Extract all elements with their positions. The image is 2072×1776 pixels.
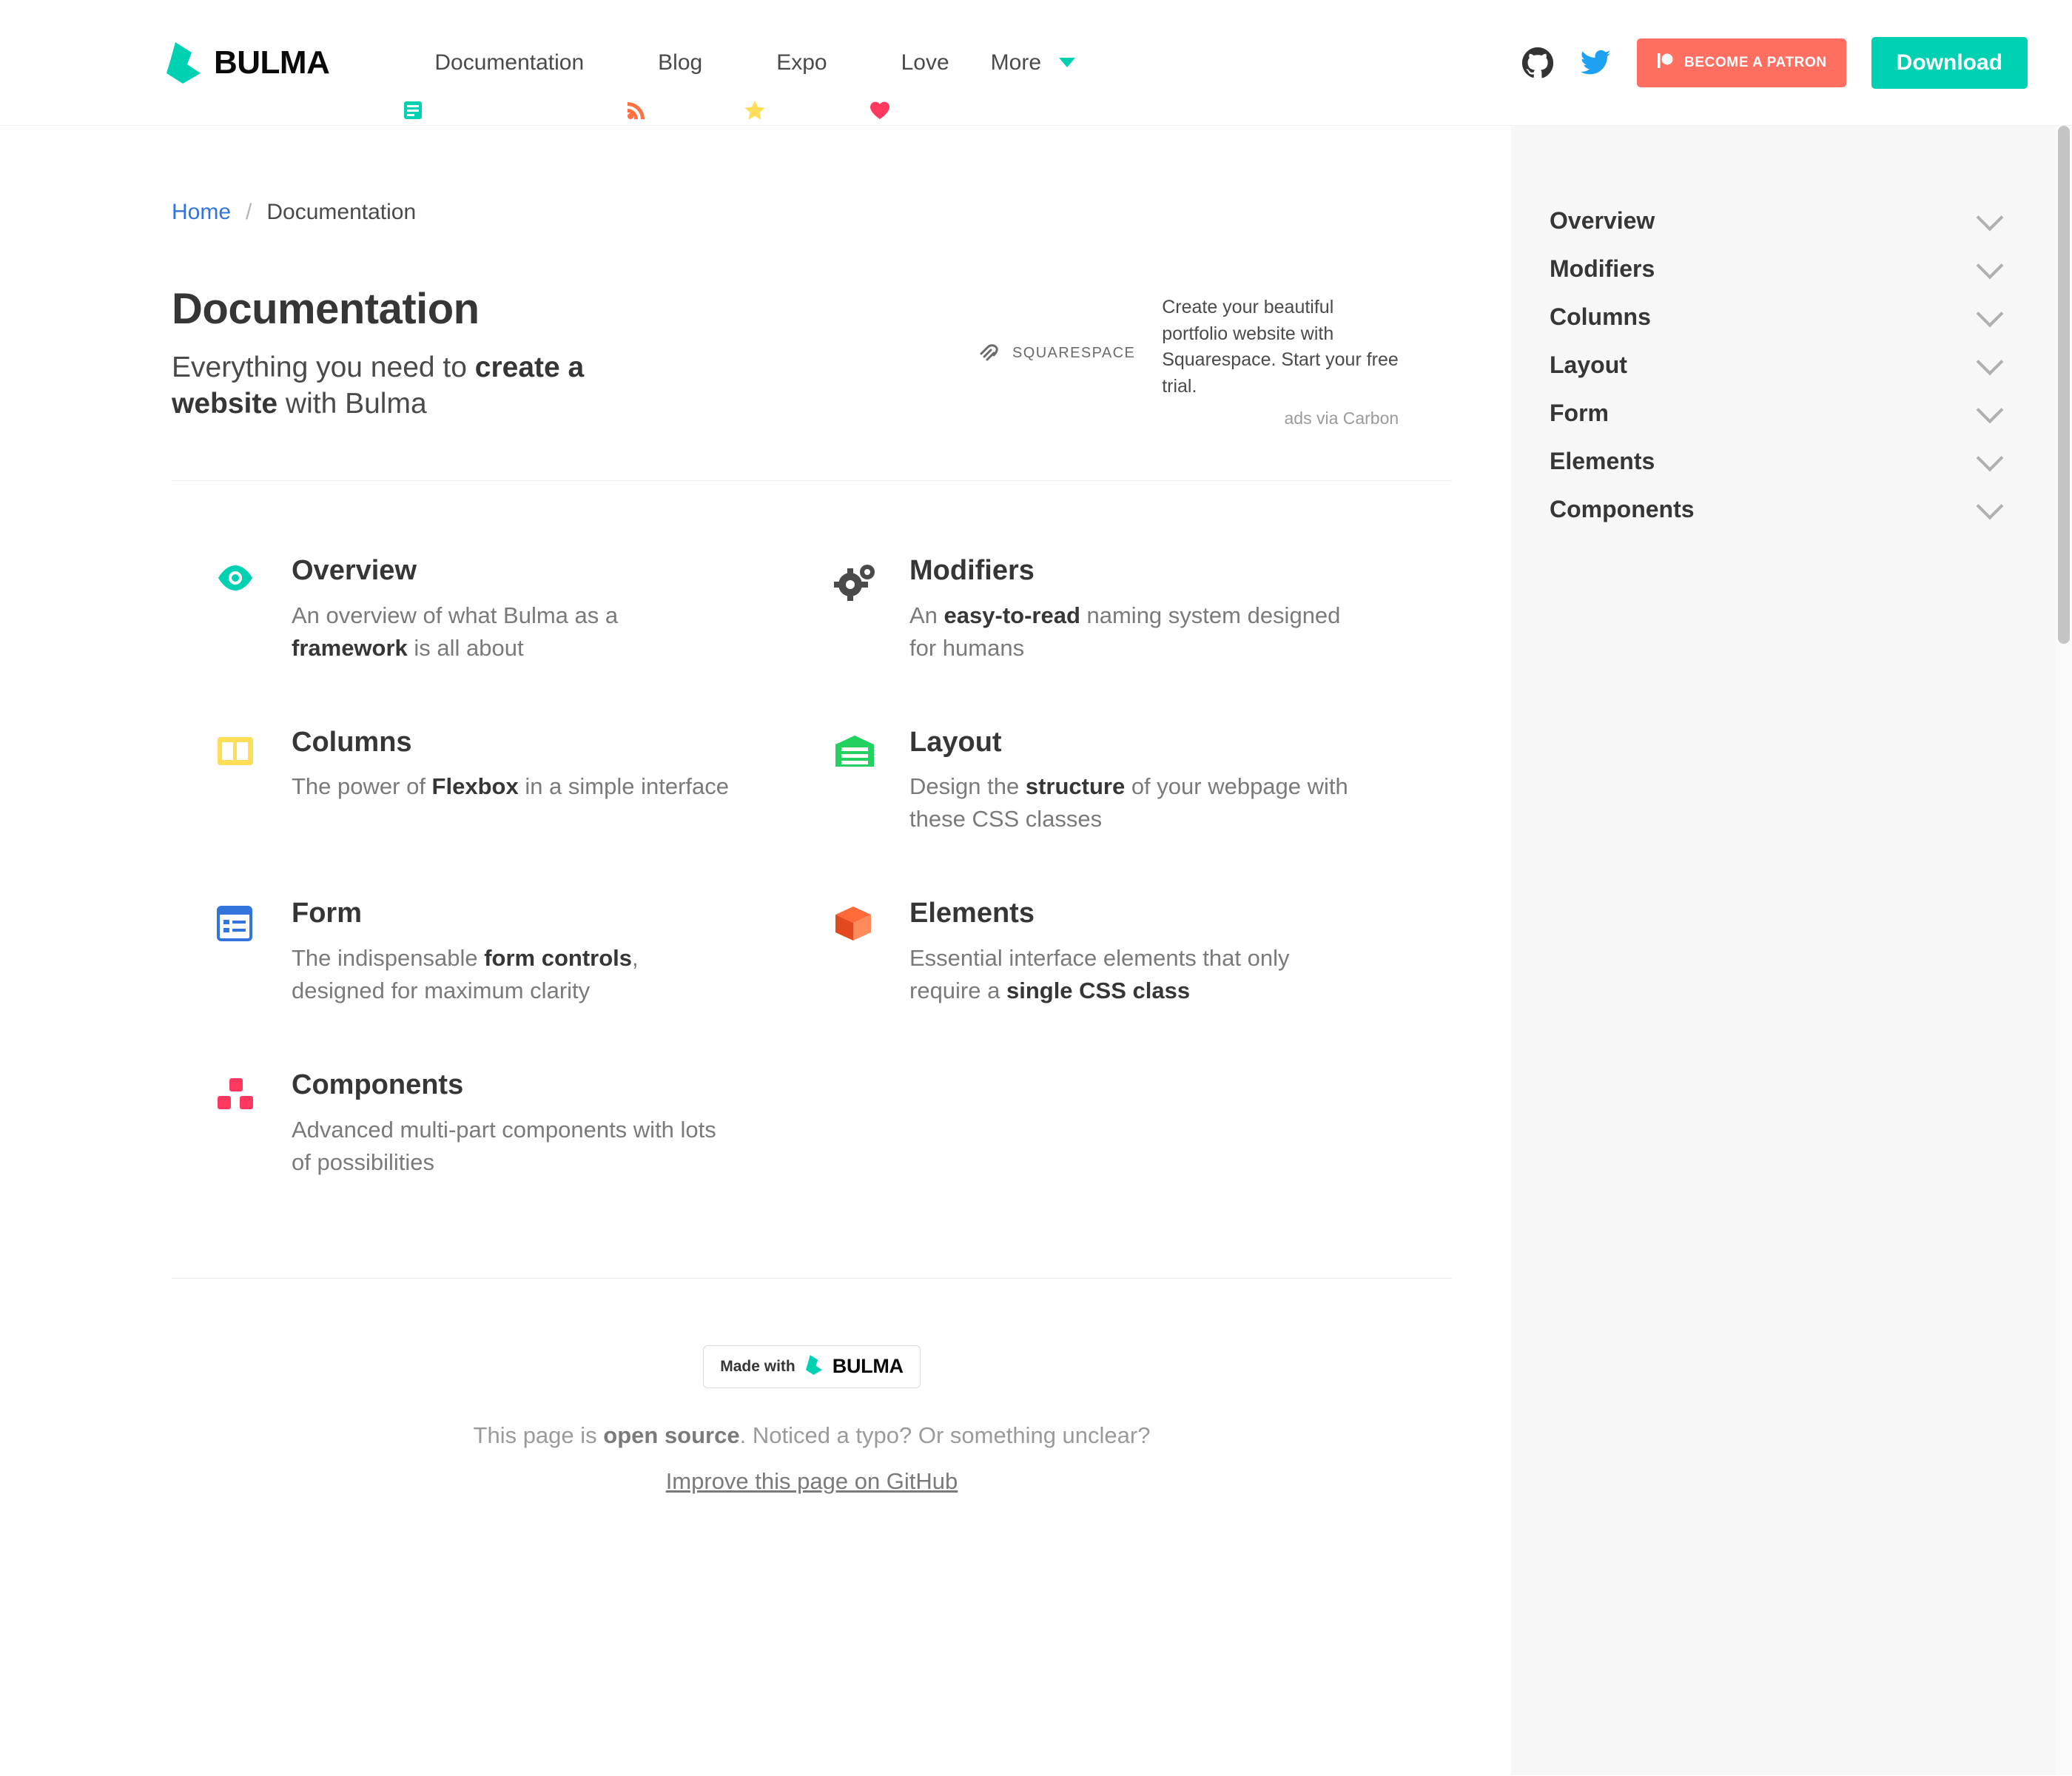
nav-item-label: Documentation bbox=[434, 50, 585, 75]
brand[interactable] bbox=[166, 42, 329, 84]
sidebar-item-label: Layout bbox=[1550, 352, 1627, 378]
sidebar-item-label: Components bbox=[1550, 496, 1695, 522]
doc-card-elements[interactable] bbox=[834, 898, 1452, 1007]
desc-part: An overview of what Bulma as a bbox=[292, 602, 619, 628]
heart-icon bbox=[869, 52, 891, 74]
sidebar-item-label: Overview bbox=[1550, 207, 1655, 234]
desc-part: Advanced multi-part components with lots of possibilities bbox=[292, 1116, 716, 1175]
sidebar-item-components[interactable] bbox=[1511, 485, 2072, 534]
star-icon bbox=[744, 52, 766, 74]
chevron-down-icon[interactable] bbox=[1977, 396, 2004, 423]
ad-logo-text: SQUARESPACE bbox=[1012, 345, 1136, 361]
nav-item-love[interactable] bbox=[848, 0, 970, 126]
navbar-right bbox=[1521, 37, 2028, 89]
doc-card-modifiers[interactable] bbox=[834, 555, 1452, 665]
footer-note-post: . Noticed a typo? Or something unclear? bbox=[739, 1422, 1151, 1448]
card-title: Layout bbox=[909, 726, 1002, 758]
navbar bbox=[0, 0, 2072, 126]
desc-strong: easy-to-read bbox=[944, 602, 1080, 628]
doc-card-grid bbox=[172, 555, 1452, 1241]
nav-items bbox=[381, 0, 1096, 126]
doc-card-components[interactable] bbox=[216, 1069, 834, 1179]
nav-item-label: More bbox=[990, 50, 1042, 75]
hero-divider bbox=[172, 480, 1452, 481]
breadcrumb-home[interactable]: Home bbox=[172, 200, 232, 224]
bulma-logo-icon bbox=[166, 42, 201, 84]
chevron-down-icon[interactable] bbox=[1977, 300, 2004, 327]
nav-item-label: Love bbox=[901, 50, 949, 75]
hero bbox=[172, 284, 1452, 428]
footer-note-pre: This page is bbox=[473, 1422, 604, 1448]
page-body bbox=[0, 126, 2072, 1775]
ad-logo bbox=[978, 339, 1135, 368]
sidebar-item-label: Modifiers bbox=[1550, 255, 1655, 282]
desc-part: naming system designed for humans bbox=[909, 602, 1341, 661]
doc-card-layout[interactable] bbox=[834, 727, 1452, 836]
desc-part: An bbox=[909, 602, 944, 628]
form-icon bbox=[216, 898, 262, 1007]
sidebar-item-label: Form bbox=[1550, 400, 1609, 426]
subtitle-pre: Everything you need to bbox=[172, 352, 475, 383]
gears-icon bbox=[834, 555, 880, 665]
desc-part: , designed for maximum clarity bbox=[292, 945, 639, 1004]
card-desc bbox=[292, 770, 729, 803]
layout-icon bbox=[834, 727, 880, 836]
nav-item-more[interactable] bbox=[970, 0, 1096, 126]
card-title: Columns bbox=[292, 726, 412, 758]
nav-item-documentation[interactable] bbox=[381, 0, 605, 126]
brand-name: BULMA bbox=[214, 44, 330, 81]
card-title: Form bbox=[292, 898, 362, 929]
page-subtitle bbox=[172, 350, 690, 423]
desc-strong: single CSS class bbox=[1006, 978, 1191, 1004]
card-desc bbox=[292, 942, 736, 1007]
sidebar-item-overview[interactable] bbox=[1511, 197, 2072, 245]
download-button[interactable] bbox=[1871, 37, 2028, 89]
card-title: Overview bbox=[292, 555, 417, 586]
desc-strong: Flexbox bbox=[431, 773, 519, 800]
breadcrumb bbox=[172, 126, 1452, 225]
card-title: Modifiers bbox=[909, 555, 1035, 586]
footer bbox=[172, 1279, 1452, 1495]
made-with-label: Made with bbox=[720, 1357, 796, 1375]
book-icon bbox=[402, 52, 424, 74]
github-icon[interactable] bbox=[1521, 47, 1554, 79]
desc-part: of your webpage with these CSS classes bbox=[909, 773, 1348, 832]
main-content bbox=[0, 126, 1511, 1775]
chevron-down-icon[interactable] bbox=[1977, 252, 2004, 279]
scrollbar-thumb[interactable] bbox=[2058, 126, 2070, 644]
sidebar-item-layout[interactable] bbox=[1511, 341, 2072, 389]
made-with-brand: BULMA bbox=[832, 1355, 904, 1378]
eye-icon bbox=[216, 555, 262, 665]
sidebar bbox=[1511, 126, 2072, 1775]
bulma-logo-icon bbox=[806, 1355, 822, 1379]
card-desc bbox=[909, 599, 1353, 665]
desc-part: in a simple interface bbox=[518, 773, 730, 800]
desc-part: Essential interface elements that only require a bbox=[909, 945, 1290, 1004]
twitter-icon[interactable] bbox=[1579, 47, 1612, 79]
doc-card-columns[interactable] bbox=[216, 727, 834, 836]
patron-label: BECOME A PATRON bbox=[1684, 54, 1827, 70]
squarespace-icon bbox=[978, 339, 1003, 368]
box-icon bbox=[834, 898, 880, 1007]
desc-strong: form controls bbox=[484, 945, 633, 972]
sidebar-item-label: Elements bbox=[1550, 448, 1655, 474]
made-with-bulma-badge[interactable] bbox=[703, 1345, 921, 1388]
breadcrumb-current: Documentation bbox=[266, 200, 417, 224]
chevron-down-icon[interactable] bbox=[1977, 492, 2004, 519]
chevron-down-icon[interactable] bbox=[1977, 444, 2004, 471]
card-title: Components bbox=[292, 1069, 464, 1101]
nav-item-blog[interactable] bbox=[605, 0, 723, 126]
desc-strong: structure bbox=[1025, 773, 1126, 800]
card-desc bbox=[909, 942, 1353, 1007]
improve-page-link[interactable]: Improve this page on GitHub bbox=[665, 1467, 958, 1494]
sidebar-item-columns[interactable] bbox=[1511, 293, 2072, 341]
card-desc bbox=[292, 599, 736, 665]
sidebar-item-elements[interactable] bbox=[1511, 437, 2072, 485]
ad-via[interactable]: ads via Carbon bbox=[1284, 408, 1399, 428]
doc-card-form[interactable] bbox=[216, 898, 834, 1007]
breadcrumb-separator: / bbox=[246, 200, 252, 224]
components-icon bbox=[216, 1069, 262, 1179]
desc-strong: framework bbox=[292, 634, 408, 661]
desc-part: The indispensable bbox=[292, 945, 485, 972]
desc-part: is all about bbox=[407, 634, 524, 661]
card-title: Elements bbox=[909, 898, 1035, 929]
footer-note bbox=[172, 1422, 1452, 1449]
doc-card-overview[interactable] bbox=[216, 555, 834, 665]
rss-icon bbox=[625, 52, 648, 74]
chevron-down-icon bbox=[1059, 58, 1075, 67]
carbon-ad[interactable] bbox=[978, 295, 1452, 428]
chevron-down-icon[interactable] bbox=[1977, 348, 2004, 375]
download-label: Download bbox=[1896, 50, 2002, 75]
sidebar-item-modifiers[interactable] bbox=[1511, 245, 2072, 293]
become-a-patron-button[interactable] bbox=[1637, 38, 1846, 87]
columns-icon bbox=[216, 727, 262, 836]
nav-item-expo[interactable] bbox=[723, 0, 847, 126]
patreon-icon bbox=[1656, 52, 1674, 74]
ad-text: Create your beautiful portfolio website with Squarespace. Start your free trial. bbox=[1162, 297, 1399, 397]
desc-part: Design the bbox=[909, 773, 1026, 800]
desc-part: The power of bbox=[292, 773, 432, 800]
card-desc bbox=[292, 1114, 736, 1179]
ad-copy bbox=[1162, 295, 1399, 428]
nav-item-label: Expo bbox=[776, 50, 827, 75]
card-desc bbox=[909, 770, 1353, 835]
footer-note-strong: open source bbox=[603, 1422, 740, 1448]
subtitle-post: with Bulma bbox=[278, 387, 427, 420]
chevron-down-icon[interactable] bbox=[1977, 204, 2004, 231]
nav-item-label: Blog bbox=[658, 50, 703, 75]
subtitle-strong: create a website bbox=[172, 352, 585, 420]
page-title: Documentation bbox=[172, 285, 480, 333]
sidebar-item-form[interactable] bbox=[1511, 389, 2072, 437]
sidebar-item-label: Columns bbox=[1550, 303, 1651, 330]
